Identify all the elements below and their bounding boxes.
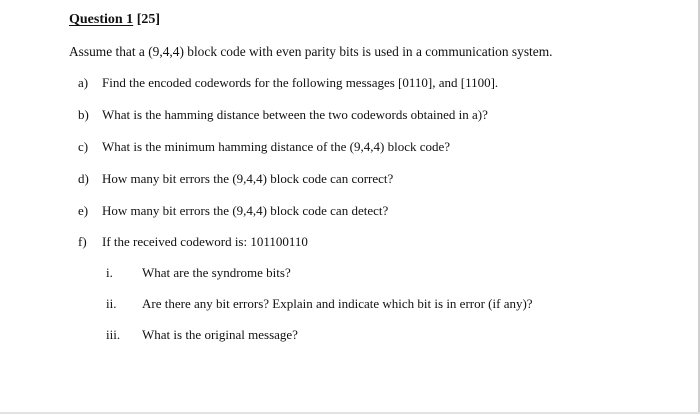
part-b bbox=[78, 107, 488, 123]
question-marks: [25] bbox=[136, 12, 161, 27]
part-text: How many bit errors the (9,4,4) block code can detect? bbox=[102, 203, 389, 218]
subpart-i bbox=[106, 265, 291, 281]
subpart-label: i. bbox=[106, 265, 113, 280]
subpart-ii bbox=[106, 296, 533, 312]
part-a bbox=[78, 75, 498, 91]
part-text: Find the encoded codewords for the following messages [0110], and [1100]. bbox=[102, 75, 499, 90]
part-d bbox=[78, 171, 393, 187]
part-e bbox=[78, 203, 388, 219]
part-label: d) bbox=[78, 171, 89, 186]
subpart-text: Are there any bit errors? Explain and indicate which bit is in error (if any)? bbox=[142, 296, 533, 311]
part-text: What is the hamming distance between the two codewords obtained in a)? bbox=[102, 107, 488, 122]
part-text: If the received codeword is: 101100110 bbox=[102, 234, 308, 249]
part-label: a) bbox=[78, 75, 89, 90]
part-text: How many bit errors the (9,4,4) block code can correct? bbox=[102, 171, 394, 186]
question-title: Question 1 bbox=[69, 12, 134, 27]
subpart-text: What are the syndrome bits? bbox=[142, 265, 291, 280]
question-intro: Assume that a (9,4,4) block code with even parity bits is used in a communication system. bbox=[69, 44, 553, 59]
part-label: c) bbox=[78, 139, 89, 154]
subpart-label: ii. bbox=[106, 296, 117, 311]
subpart-text: What is the original message? bbox=[142, 327, 298, 342]
part-label: e) bbox=[78, 203, 89, 218]
part-label: b) bbox=[78, 107, 89, 122]
part-f bbox=[78, 234, 308, 250]
subpart-iii bbox=[106, 327, 298, 343]
part-c bbox=[78, 139, 450, 155]
part-text: What is the minimum hamming distance of the (9,4,4) block code? bbox=[102, 139, 451, 154]
subpart-label: iii. bbox=[106, 327, 121, 342]
question-heading bbox=[69, 12, 160, 28]
part-label: f) bbox=[78, 234, 87, 249]
